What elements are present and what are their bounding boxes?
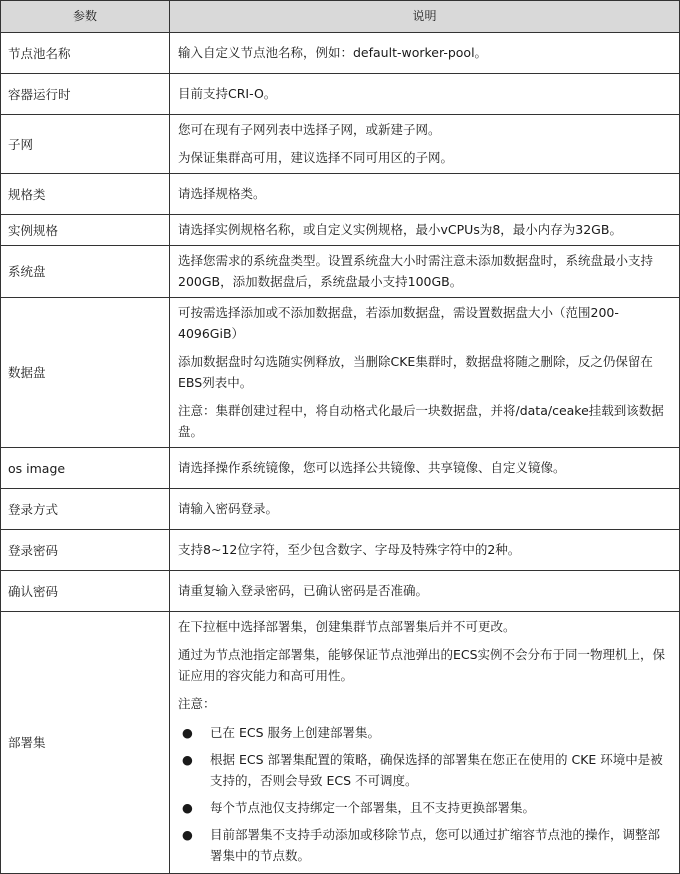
param-desc [170,74,680,115]
header-param: 参数 [1,1,170,33]
desc-line: 添加数据盘时勾选随实例释放，当删除CKE集群时，数据盘将随之删除，反之仍保留在EBS列表中。 [178,354,653,390]
param-desc [170,215,680,246]
table-row [1,115,680,174]
table-row [1,33,680,74]
param-name: 子网 [1,115,170,174]
bullet-icon: ● [182,752,193,767]
table-row [1,448,680,489]
desc-line: 输入自定义节点池名称，例如：default-worker-pool。 [178,45,488,60]
table-row [1,489,680,530]
desc-line: 为保证集群高可用，建议选择不同可用区的子网。 [178,150,454,165]
param-name: 规格类 [1,174,170,215]
param-name: 系统盘 [1,246,170,298]
param-desc [170,174,680,215]
table-row [1,246,680,298]
param-name: 部署集 [1,612,170,874]
desc-line: 支持8~12位字符，至少包含数字、字母及特殊字符中的2种。 [178,542,521,557]
param-desc [170,448,680,489]
desc-line: 可按需选择添加或不添加数据盘，若添加数据盘，需设置数据盘大小（范围200-4096GiB） [178,305,619,341]
param-desc [170,33,680,74]
desc-line: 注意： [178,696,216,711]
desc-line: 通过为节点池指定部署集，能够保证节点池弹出的ECS实例不会分布于同一物理机上，保证应用的容灾能力和高可用性。 [178,647,666,683]
table-row [1,215,680,246]
param-name: 数据盘 [1,298,170,448]
desc-line: 请选择操作系统镜像，您可以选择公共镜像、共享镜像、自定义镜像。 [178,460,566,475]
list-item [178,824,671,866]
desc-line: 选择您需求的系统盘类型。设置系统盘大小时需注意未添加数据盘时，系统盘最小支持200GB，添加数据盘后，系统盘最小支持100GB。 [178,253,654,289]
table-row [1,74,680,115]
list-item-text: 每个节点池仅支持绑定一个部署集，且不支持更换部署集。 [210,800,536,815]
list-item [178,797,671,818]
table-row [1,174,680,215]
bullet-icon: ● [182,725,193,740]
param-desc [170,612,680,874]
desc-line: 您可在现有子网列表中选择子网，或新建子网。 [178,122,441,137]
param-desc [170,246,680,298]
desc-line: 请选择实例规格名称，或自定义实例规格，最小vCPUs为8，最小内存为32GB。 [178,222,622,237]
list-item [178,722,671,743]
param-name: 登录方式 [1,489,170,530]
table-row [1,571,680,612]
bullet-icon: ● [182,800,193,815]
param-desc [170,489,680,530]
desc-line: 目前支持CRI-O。 [178,86,277,101]
note-bullet-list [178,722,671,866]
table-row [1,530,680,571]
desc-line: 请重复输入登录密码，已确认密码是否准确。 [178,583,429,598]
list-item [178,749,671,791]
table-header-row [1,1,680,33]
param-desc [170,298,680,448]
bullet-icon: ● [182,827,193,842]
param-name: 节点池名称 [1,33,170,74]
param-name: 容器运行时 [1,74,170,115]
desc-line: 请输入密码登录。 [178,501,279,516]
param-desc [170,530,680,571]
list-item-text: 根据 ECS 部署集配置的策略，确保选择的部署集在您正在使用的 CKE 环境中是被支持的，否则会导致 ECS 不可调度。 [210,752,663,788]
desc-line: 在下拉框中选择部署集，创建集群节点部署集后并不可更改。 [178,619,516,634]
param-name: 确认密码 [1,571,170,612]
param-desc [170,571,680,612]
list-item-text: 已在 ECS 服务上创建部署集。 [210,725,381,740]
param-name: 登录密码 [1,530,170,571]
desc-line: 请选择规格类。 [178,186,266,201]
param-name: os image [1,448,170,489]
param-name: 实例规格 [1,215,170,246]
table-row [1,298,680,448]
header-desc: 说明 [170,1,680,33]
param-desc [170,115,680,174]
table-row [1,612,680,874]
list-item-text: 目前部署集不支持手动添加或移除节点，您可以通过扩缩容节点池的操作，调整部署集中的节点数。 [210,827,661,863]
desc-line: 注意：集群创建过程中，将自动格式化最后一块数据盘，并将/data/ceake挂载到该数据盘。 [178,403,664,439]
